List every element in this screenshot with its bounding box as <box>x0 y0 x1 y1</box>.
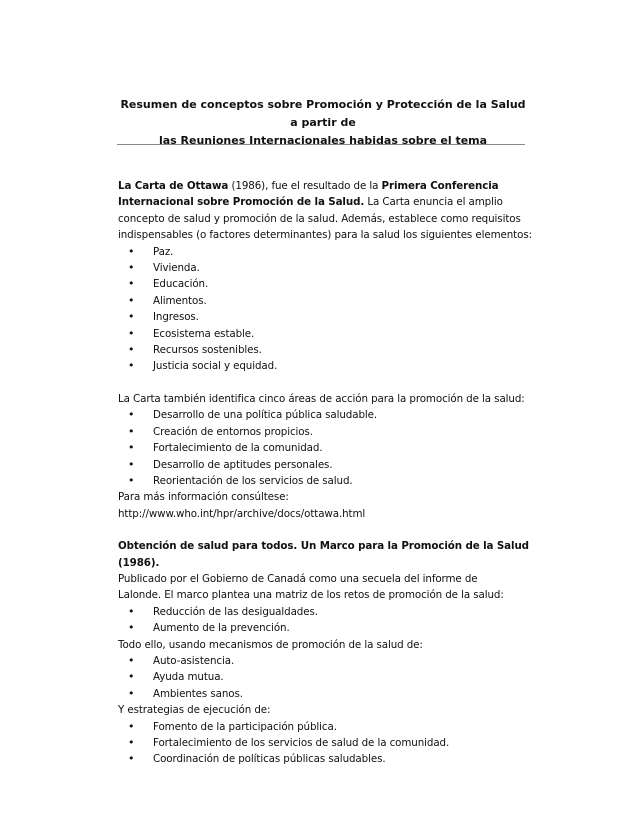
conference-name: Primera Conferencia Internacional sobre Promoción de la Salud. <box>118 180 499 209</box>
list-item: • Coordinación de políticas públicas saludables. <box>118 751 538 767</box>
areas-intro: La Carta también identifica cinco áreas de acción para la promoción de la salud: <box>118 392 525 405</box>
title-line-1: Resumen de conceptos sobre Promoción y Protección de la Salud a partir de <box>120 98 526 129</box>
list-item: • Aumento de la prevención. <box>118 620 538 636</box>
list-item: • Auto-asistencia. <box>118 653 538 669</box>
list-item: • Desarrollo de una política pública saludable. <box>118 407 538 423</box>
info-label: Para más información consúltese: <box>118 491 289 504</box>
mecanismos-intro: Todo ello, usando mecanismos de promoción de la salud de: <box>118 638 423 651</box>
document-body <box>118 178 538 768</box>
document-title <box>118 96 528 150</box>
marco-line-2: Lalonde. El marco plantea una matriz de los retos de promoción de la salud: <box>118 589 504 602</box>
requisitos-list <box>118 244 538 375</box>
list-item: • Educación. <box>118 276 538 292</box>
estrategias-list <box>118 719 538 768</box>
list-item: • Justicia social y equidad. <box>118 358 538 374</box>
title-line-2: las Reuniones Internacionales habidas sobre el tema <box>158 134 488 147</box>
marco-line-1: Publicado por el Gobierno de Canadá como una secuela del informe de <box>118 572 478 585</box>
list-item: • Ambientes sanos. <box>118 686 538 702</box>
list-item: • Fortalecimiento de la comunidad. <box>118 440 538 456</box>
list-item: • Ecosistema estable. <box>118 326 538 342</box>
mecanismos-list <box>118 653 538 702</box>
retos-list <box>118 604 538 637</box>
list-item: • Vivienda. <box>118 260 538 276</box>
estrategias-intro: Y estrategias de ejecución de: <box>118 704 271 717</box>
title-divider <box>117 144 525 145</box>
list-item: • Fomento de la participación pública. <box>118 719 538 735</box>
list-item: • Ayuda mutua. <box>118 669 538 685</box>
list-item: • Fortalecimiento de los servicios de salud de la comunidad. <box>118 735 538 751</box>
areas-list <box>118 407 538 489</box>
list-item: • Reducción de las desigualdades. <box>118 604 538 620</box>
list-item: • Reorientación de los servicios de salud. <box>118 473 538 489</box>
list-item: • Alimentos. <box>118 293 538 309</box>
list-item: • Paz. <box>118 244 538 260</box>
list-item: • Recursos sostenibles. <box>118 342 538 358</box>
ottawa-title: La Carta de Ottawa <box>118 180 229 192</box>
list-item: • Ingresos. <box>118 309 538 325</box>
ottawa-intro: La Carta de Ottawa (1986), fue el resultado de la Primera Conferencia Internacional sobre Promoción de la Salud. La Carta enuncia el amplio concepto de salud y promoción de la salud. Además, establece como requisitos indispensables (o factores determinantes) para la salud los siguientes elementos: <box>118 180 532 242</box>
list-item: • Creación de entornos propicios. <box>118 424 538 440</box>
list-item: • Desarrollo de aptitudes personales. <box>118 457 538 473</box>
info-url[interactable]: http://www.who.int/hpr/archive/docs/ottawa.html <box>118 507 366 520</box>
marco-heading: Obtención de salud para todos. Un Marco para la Promoción de la Salud (1986). <box>118 540 529 569</box>
